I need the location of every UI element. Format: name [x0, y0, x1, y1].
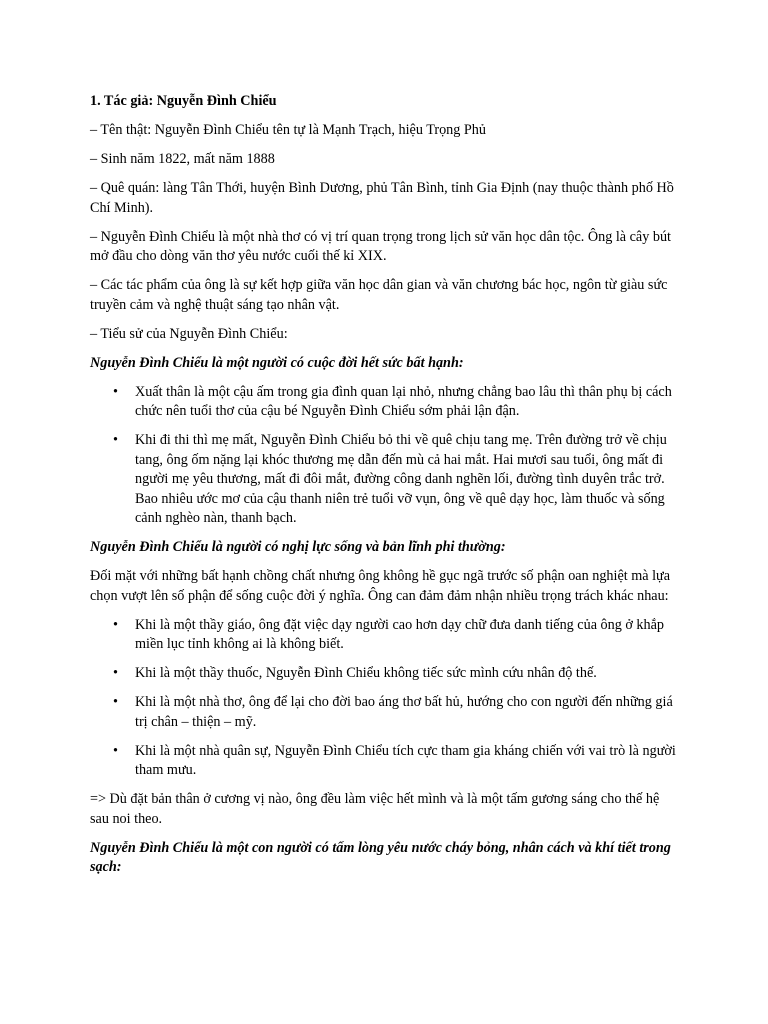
list-item — [113, 693, 680, 732]
list-item — [113, 664, 680, 684]
intro-hometown: – Quê quán: làng Tân Thới, huyện Bình Dương, phủ Tân Bình, tỉnh Gia Định (nay thuộc thành phố Hồ Chí Minh). — [90, 180, 674, 216]
bullet-icon: • — [113, 616, 118, 633]
list-item-text: Khi là một thầy thuốc, Nguyễn Đình Chiểu không tiếc sức mình cứu nhân độ thế. — [135, 665, 597, 681]
bullet-icon: • — [113, 665, 118, 681]
bullet-icon: • — [113, 432, 118, 448]
section2-paragraph: Đối mặt với những bất hạnh chồng chất nhưng ông không hề gục ngã trước số phận oan nghiệt mà lựa chọn vượt lên số phận để sống cuộc đời ý nghĩa. Ông can đảm đảm nhận nhiều trọng trách khác nhau: — [90, 568, 671, 604]
document-page — [90, 92, 680, 887]
list-item-text: Khi là một nhà thơ, ông để lại cho đời bao áng thơ bất hủ, hướng cho con người đến những giá trị chân – thiện – mỹ. — [135, 694, 673, 730]
list-item — [113, 616, 680, 655]
list-item-text: Khi là một nhà quân sự, Nguyễn Đình Chiểu tích cực tham gia kháng chiến với vai trò là người tham mưu. — [135, 742, 676, 778]
intro-birth-death: – Sinh năm 1822, mất năm 1888 — [90, 151, 275, 167]
list-item-text: Xuất thân là một cậu ấm trong gia đình quan lại nhỏ, nhưng chẳng bao lâu thì thân phụ bị cách chức nên tuổi thơ của cậu bé Nguyễn Đình Chiểu sớm phải lận đận. — [135, 383, 672, 419]
section3-title: Nguyễn Đình Chiểu là một con người có tấm lòng yêu nước cháy bỏng, nhân cách và khí tiết trong sạch: — [90, 839, 671, 875]
section1-title: Nguyễn Đình Chiểu là một người có cuộc đời hết sức bất hạnh: — [90, 354, 464, 371]
list-item-text: Khi đi thi thì mẹ mất, Nguyễn Đình Chiểu bỏ thi về quê chịu tang mẹ. Trên đường trở về chịu tang, ông ốm nặng lại khóc thương mẹ dẫn đến mù cả hai mắt. Hai mươi sau tuổi, ông mất đi người mẹ yêu thương, mất đi đôi mắt, đường công danh nghẽn lối, đường tình duyên trắc trở. Bao nhiêu ước mơ của cậu thanh niên trẻ tuổi vỡ vụn, ông về quê dạy học, làm thuốc và sống cảnh nghèo nàn, thanh bạch. — [135, 432, 667, 526]
section2-conclusion: => Dù đặt bản thân ở cương vị nào, ông đều làm việc hết mình và là một tấm gương sáng cho thế hệ sau noi theo. — [90, 791, 660, 827]
bullet-icon: • — [113, 694, 118, 710]
list-item-text: Khi là một thầy giáo, ông đặt việc dạy người cao hơn dạy chữ đưa danh tiếng của ông ở khắp miền lục tỉnh không ai là không biết. — [135, 616, 664, 652]
list-item — [113, 383, 680, 422]
intro-biography-label: – Tiểu sử của Nguyễn Đình Chiểu: — [90, 325, 288, 342]
section2-bullet-list — [90, 616, 680, 781]
intro-real-name: – Tên thật: Nguyễn Đình Chiểu tên tự là Mạnh Trạch, hiệu Trọng Phủ — [90, 122, 486, 138]
section2-title: Nguyễn Đình Chiểu là người có nghị lực sống và bản lĩnh phi thường: — [90, 539, 506, 555]
document-heading: 1. Tác giả: Nguyễn Đình Chiểu — [90, 93, 277, 109]
list-item — [113, 742, 680, 781]
bullet-icon: • — [113, 742, 118, 759]
intro-works: – Các tác phẩm của ông là sự kết hợp giữa văn học dân gian và văn chương bác học, ngôn từ giàu sức truyền cảm và nghệ thuật sáng tạo nhân vật. — [90, 277, 668, 313]
intro-position: – Nguyễn Đình Chiểu là một nhà thơ có vị trí quan trọng trong lịch sử văn học dân tộc. Ông là cây bút mở đầu cho dòng văn thơ yêu nước cuối thế kỉ XIX. — [90, 228, 672, 264]
section1-bullet-list — [90, 383, 680, 529]
bullet-icon: • — [113, 383, 118, 400]
list-item — [113, 431, 680, 529]
